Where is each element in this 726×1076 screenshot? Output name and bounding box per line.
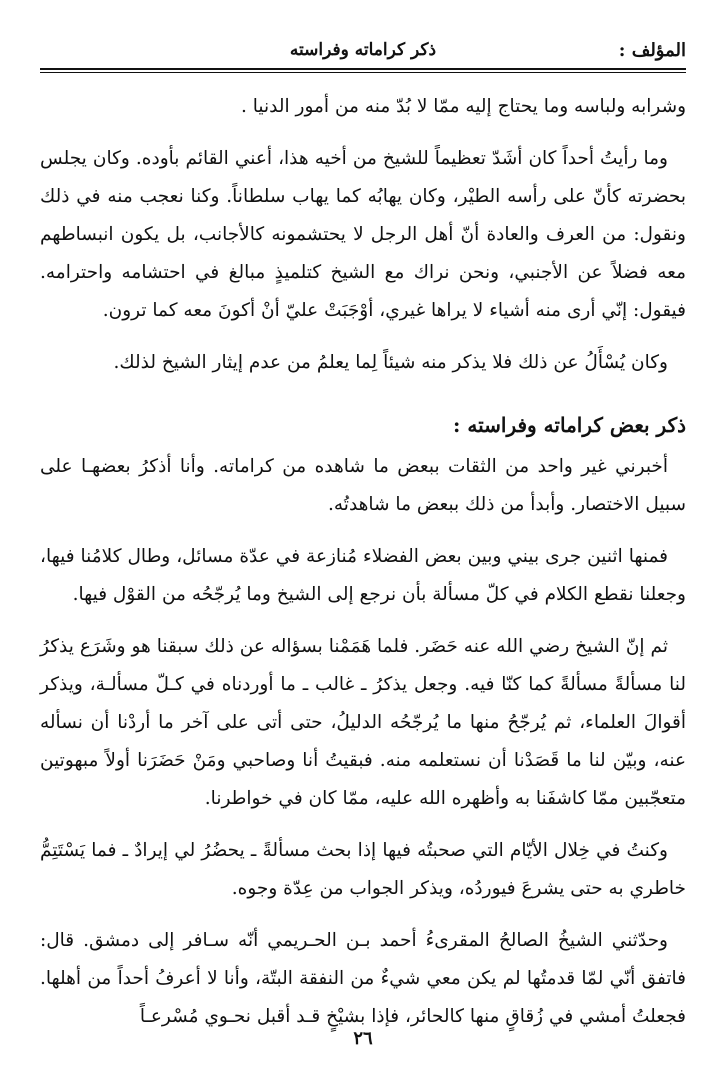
running-header xyxy=(40,40,686,70)
chapter-title: ذكر كراماته وفراسته xyxy=(289,40,437,60)
header-rule xyxy=(40,68,686,70)
body-text xyxy=(40,88,686,1050)
paragraph: وما رأيتُ أحداً كان أشَدّ تعظيماً للشيخ من أخيه هذا، أعني القائم بأوده. وكان يجلس بحضرته كأنّ على رأسه الطيْر، وكان يهابُه كما يهاب سلطاناً. وكنا نعجب منه في ذلك ونقول: من العرف والعادة أنّ أهل الرجل لا يحتشمونه كالأجانب، بل يكون انبساطهم معه فضلاً عن الأجنبي، ونحن نراك مع الشيخ كتلميذٍ مبالغ في احتشامه واحترامه. فيقول: إنّي أرى منه أشياء لا يراها غيري، أوْجَبَتْ عليّ أنْ أكونَ معه كما ترون. xyxy=(40,148,686,321)
page-number: ٢٦ xyxy=(353,1028,373,1049)
paragraph: وحدّثني الشيخُ الصالحُ المقرىءُ أحمد بـن الحـريمي أنّه سـافر إلى دمشق. قال: فاتفق أنّي لمّا قدمتُها لم يكن معي شيءٌ من النفقة البتّة، وأنا لا أعرفُ أحداً من أهلها. فجعلتُ أمشي في زُقاقٍ منها كالحائر، فإذا بشيْخٍ قـد أقبل نحـوي مُسْرعـاً xyxy=(40,930,686,1027)
paragraph: أخبرني غير واحد من الثقات ببعض ما شاهده من كراماته. وأنا أذكرُ بعضهـا على سبيل الاختصار. وأبدأ من ذلك ببعض ما شاهدتُه. xyxy=(40,456,686,515)
paragraph: وشرابه ولباسه وما يحتاج إليه ممّا لا بُدّ منه من أمور الدنيا . xyxy=(241,96,686,117)
author-label: المؤلف : xyxy=(618,40,686,61)
paragraph: وكنتُ في خِلال الأيّام التي صحبتُه فيها إذا بحث مسألةً ـ يحضُرُ لي إيرادٌ ـ فما يَسْتَتِمُّ خاطري به حتى يشرعَ فيوردُه، ويذكر الجواب من عِدّة وجوه. xyxy=(40,840,686,899)
paragraph: وكان يُسْأَلُ عن ذلك فلا يذكر منه شيئاً لِما يعلمُ من عدم إيثار الشيخ لذلك. xyxy=(113,352,668,373)
section-heading: ذكر بعض كراماته وفراسته : xyxy=(453,413,686,437)
header-rule-thin xyxy=(40,72,686,73)
paragraph: فمنها اثنين جرى بيني وبين بعض الفضلاء مُنازعة في عدّة مسائل، وطال كلامُنا فيها، وجعلنا نقطع الكلام في كلّ مسألة بأن نرجع إلى الشيخ وما يُرجّحُه من القوْل فيها. xyxy=(40,546,686,605)
paragraph: ثم إنّ الشيخ رضي الله عنه حَضَر. فلما هَمَمْنا بسؤاله عن ذلك سبقنا هو وشَرَع يذكرُ لنا مسألةً مسألةً كما كنّا فيه. وجعل يذكرُ ـ غالب ـ ما أوردناه في كـلّ مسألـة، ويذكر أقوالَ العلماء، ثم يُرجّحُ منها ما يُرجّحُه الدليلُ، حتى أتى على آخر ما أردْنا أن نسأله عنه، وبيّن لنا ما قَصَدْنا أن نستعلمه منه. فبقيتُ أنا وصاحبي ومَنْ حَضَرَنا أولاً مبهوتين متعجّبين ممّا كاشفَنا به وأظهره الله عليه، ممّا كان في خواطرنا. xyxy=(40,636,686,809)
